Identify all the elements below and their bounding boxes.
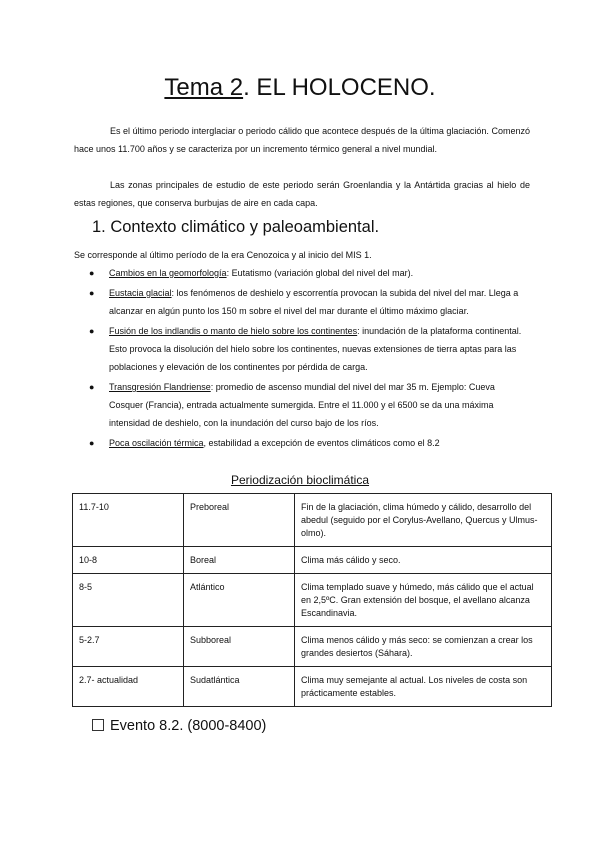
bullet-icon: ● [89,382,95,392]
table-caption: Periodización bioclimática [230,473,370,487]
intro-paragraph-2: Las zonas principales de estudio de este periodo serán Groenlandia y la Antártida gracias al hielo de estas regiones, que conserva burbujas de aire en cada capa. [74,180,530,208]
list-item [74,378,526,432]
table-cell-description: Clima templado suave y húmedo, más cálido que el actual en 2,5ºC. Gran extensión del bosque, el avellano alcanza Escandinavia. [295,574,552,627]
section-lead: Se corresponde al último período de la era Cenozoica y al inicio del MIS 1. [74,250,372,260]
bullet-icon: ● [89,326,95,336]
intro-paragraph-1: Es el último periodo interglaciar o periodo cálido que acontece después de la última glaciación. Comenzó hace unos 11.700 años y se caracteriza por un incremento térmico general a nivel mundial. [74,126,530,154]
table-row [73,667,552,707]
event-label: Evento 8.2. (8000-8400) [110,718,267,734]
table-row [73,627,552,667]
checkbox-icon[interactable] [92,719,104,731]
table-cell-description: Clima menos cálido y más seco: se comienzan a crear los grandes desiertos (Sáhara). [295,627,552,667]
list-item [74,264,526,282]
table-cell-description: Clima muy semejante al actual. Los niveles de costa son prácticamente estables. [295,667,552,707]
table-cell-range: 8-5 [73,574,184,627]
bullet-term: Fusión de los indlandis o manto de hielo sobre los continentes [109,326,358,336]
list-item [74,434,526,452]
table-row [73,494,552,547]
table-cell-period: Atlántico [184,574,295,627]
table-cell-description: Clima más cálido y seco. [295,547,552,574]
table-cell-description: Fin de la glaciación, clima húmedo y cálido, desarrollo del abedul (seguido por el Corylus-Avellano, Quercus y Ulmus-olmo). [295,494,552,547]
bullet-text: : promedio de ascenso mundial del nivel del mar 35 m. Ejemplo: Cueva Cosquer (Francia), entrada actualmente sumergida. Entre el 11.000 y el 6500 se da una máxima intensidad de deshielo, con la inundación del curso bajo de los ríos. [109,382,495,428]
table-row [73,574,552,627]
event-item [92,718,266,734]
bullet-icon: ● [89,268,95,278]
table-cell-range: 10-8 [73,547,184,574]
table-cell-range: 2.7- actualidad [73,667,184,707]
bullet-list [74,264,526,454]
bullet-term: Eustacia glacial [109,288,172,298]
table-cell-period: Sudatlántica [184,667,295,707]
section-heading: 1. Contexto climático y paleoambiental. [92,218,380,236]
table-cell-range: 11.7-10 [73,494,184,547]
bullet-term: Poca oscilación térmica [109,438,204,448]
table-cell-range: 5-2.7 [73,627,184,667]
table-cell-period: Preboreal [184,494,295,547]
list-item [74,322,526,376]
table-cell-period: Boreal [184,547,295,574]
bullet-icon: ● [89,288,95,298]
table-cell-period: Subboreal [184,627,295,667]
title-topic: Tema 2 [164,74,244,101]
bullet-text: : los fenómenos de deshielo y escorrentía provocan la subida del nivel del mar. Llega a alcanzar en algún punto los 150 m sobre el nivel del mar durante el último máximo glaciar. [109,288,519,316]
bullet-text: : inundación de la plataforma continental. Esto provoca la disolución del hielo sobre los continentes, nuevas extensiones de tierra aptas para las poblaciones y elevación de los continentes por pérdida de carga. [109,326,522,372]
list-item [74,284,526,320]
bullet-text: : Eutatismo (variación global del nivel del mar). [226,268,414,278]
bullet-term: Cambios en la geomorfología [109,268,227,278]
table-row [73,547,552,574]
bioclimatic-table [72,493,552,707]
bullet-text: , estabilidad a excepción de eventos climáticos como el 8.2 [203,438,440,448]
bullet-icon: ● [89,438,95,448]
page-title [0,74,600,102]
bullet-term: Transgresión Flandriense [109,382,211,392]
title-name: . EL HOLOCENO. [243,74,436,101]
